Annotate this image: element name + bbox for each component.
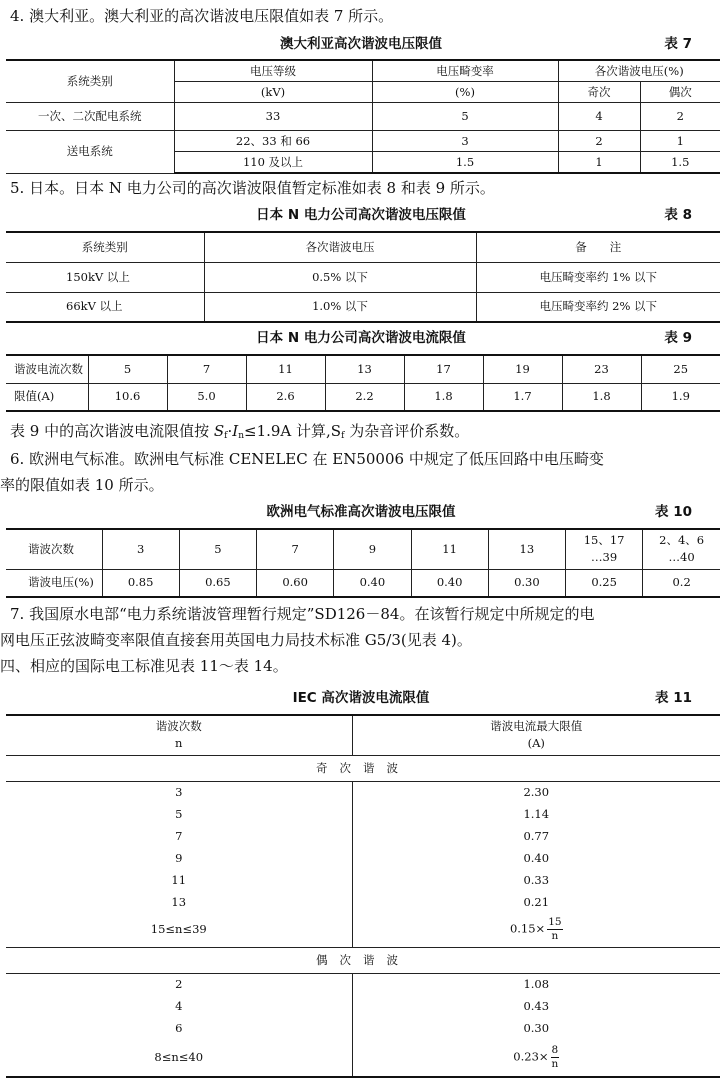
table8-header-voltage: 各次谐波电压 <box>204 232 476 262</box>
order-range-even-a: 2、4、6 <box>659 533 705 548</box>
even-formula-fraction <box>551 1044 560 1071</box>
table-cell: 0.40 <box>411 569 488 597</box>
table-cell: 0.33 <box>352 869 720 891</box>
even-formula-coef: 0.23× <box>513 1049 549 1064</box>
table-cell: 0.65 <box>179 569 256 597</box>
table9-title: 日本 N 电力公司高次谐波电流限值 <box>256 330 466 346</box>
table11-odd-section <box>6 755 720 781</box>
table-cell: 17 <box>404 355 483 383</box>
table-row <box>6 529 720 569</box>
table-row <box>6 973 720 995</box>
table-row <box>6 1017 720 1039</box>
order-range-odd-a: 15、17 <box>583 533 625 548</box>
table-cell: 1 <box>640 131 720 152</box>
note-text-c: 为杂音评价系数。 <box>344 422 470 440</box>
table-cell: 19 <box>483 355 562 383</box>
table-row <box>6 569 720 597</box>
table8-header-type: 系统类别 <box>6 232 204 262</box>
table11-header-order <box>6 715 352 755</box>
note-text-b: ≤1.9A 计算, <box>244 422 331 440</box>
table11-odd-label: 奇次谐波 <box>316 760 410 775</box>
table-cell: 2.6 <box>246 383 325 411</box>
table-cell: 0.40 <box>334 569 411 597</box>
table-cell: 0.85 <box>102 569 179 597</box>
table-cell: 0.40 <box>352 847 720 869</box>
table7-header-level: 电压等级 <box>174 60 372 82</box>
table-cell: 25 <box>641 355 720 383</box>
table-cell: 7 <box>6 825 352 847</box>
table-cell: 13 <box>325 355 404 383</box>
table-cell: 66kV 以上 <box>6 292 204 322</box>
symbol-s2: S <box>330 422 342 440</box>
table7-caption <box>0 34 722 54</box>
table-row <box>6 383 720 411</box>
order-range-odd-b: …39 <box>591 550 618 565</box>
symbol-dot: · <box>227 422 233 440</box>
table7-header-odd: 奇次 <box>558 82 640 103</box>
table-cell: 0.60 <box>257 569 334 597</box>
table-cell: 5.0 <box>167 383 246 411</box>
table10 <box>6 528 720 598</box>
table-cell: 23 <box>562 355 641 383</box>
table-cell <box>566 529 643 569</box>
table9-orders-label: 谐波电流次数 <box>6 355 88 383</box>
even-formula-numerator: 8 <box>551 1044 559 1056</box>
table-cell: 11 <box>6 869 352 891</box>
table9 <box>6 354 720 412</box>
table-cell: 7 <box>257 529 334 569</box>
table-cell: 2.2 <box>325 383 404 411</box>
table-cell: 1.5 <box>640 152 720 174</box>
table-cell: 9 <box>334 529 411 569</box>
table8-title: 日本 N 电力公司高次谐波电压限值 <box>256 207 466 223</box>
table9-number: 表 9 <box>664 330 692 346</box>
table-row <box>6 262 720 292</box>
paragraph-china-line1: 7. 我国原水电部“电力系统谐波管理暂行规定”SD126－84。在该暂行规定中所规定的电 <box>10 605 595 623</box>
table-cell: 4 <box>558 103 640 131</box>
table-row <box>6 995 720 1017</box>
table-cell: 8≤n≤40 <box>6 1039 352 1077</box>
table-cell: 1.7 <box>483 383 562 411</box>
table-row <box>6 869 720 891</box>
table8 <box>6 231 720 323</box>
even-formula-denominator: n <box>551 1058 559 1070</box>
table-cell: 2 <box>6 973 352 995</box>
table11-header-limit-unit: (A) <box>527 736 545 751</box>
table-cell: 1 <box>558 152 640 174</box>
table-cell: 0.21 <box>352 891 720 913</box>
table7-header-level-unit: (kV) <box>174 82 372 103</box>
table-row <box>6 825 720 847</box>
paragraph-table9-note <box>0 418 728 449</box>
symbol-s2-sub: f <box>341 431 345 441</box>
table-cell: 9 <box>6 847 352 869</box>
table-row <box>6 292 720 322</box>
table-cell: 电压畸变率约 2% 以下 <box>476 292 720 322</box>
table11-even-section <box>6 947 720 973</box>
table9-limits-label: 限值(A) <box>6 383 88 411</box>
table11-header-limit <box>352 715 720 755</box>
table11-number: 表 11 <box>655 690 692 706</box>
table10-values-label: 谐波电压(%) <box>6 569 102 597</box>
table7-header-type: 系统类别 <box>6 60 174 103</box>
table-cell: 1.0% 以下 <box>204 292 476 322</box>
symbol-s: S <box>213 422 225 440</box>
odd-formula-coef: 0.15× <box>509 921 546 936</box>
table-cell: 0.2 <box>643 569 720 597</box>
table-row <box>6 781 720 803</box>
table-row <box>6 1039 720 1077</box>
table-cell: 1.8 <box>404 383 483 411</box>
table8-number: 表 8 <box>664 207 692 223</box>
table-row <box>6 355 720 383</box>
table-cell: 22、33 和 66 <box>174 131 372 152</box>
table-cell: 2 <box>640 103 720 131</box>
table-cell: 11 <box>246 355 325 383</box>
table10-caption <box>0 502 722 522</box>
table11 <box>6 714 720 1078</box>
table7 <box>6 59 720 174</box>
table-cell: 1.8 <box>562 383 641 411</box>
table-cell: 1.14 <box>352 803 720 825</box>
paragraph-europe-line1: 6. 欧洲电气标准。欧洲电气标准 CENELEC 在 EN50006 中规定了低压回路中电压畸变 <box>10 450 604 468</box>
paragraph-china-line2: 网电压正弦波畸变率限值直接套用英国电力局技术标准 G5/3(见表 4)。 <box>0 631 472 649</box>
table8-caption <box>0 205 722 225</box>
table-cell: 0.30 <box>352 1017 720 1039</box>
table7-title: 澳大利亚高次谐波电压限值 <box>280 36 442 52</box>
table-cell: 1.5 <box>372 152 558 174</box>
table-cell: 11 <box>411 529 488 569</box>
odd-formula-denominator: n <box>551 930 559 943</box>
table9-caption <box>0 328 722 348</box>
symbol-i-sub: n <box>238 431 244 441</box>
table-row <box>6 103 720 131</box>
table8-header-note: 备 注 <box>476 232 720 262</box>
table7-header-each: 各次谐波电压(%) <box>558 60 720 82</box>
table-cell: 10.6 <box>88 383 167 411</box>
table-row <box>6 803 720 825</box>
table7-header-thd: 电压畸变率 <box>372 60 558 82</box>
paragraph-europe-line2: 率的限值如表 10 所示。 <box>0 476 164 494</box>
table-cell: 5 <box>88 355 167 383</box>
paragraph-japan: 5. 日本。日本 N 电力公司的高次谐波限值暂定标准如表 8 和表 9 所示。 <box>10 179 495 197</box>
table11-header-order-symbol: n <box>175 736 183 751</box>
table-cell: 1.9 <box>641 383 720 411</box>
table-cell: 0.25 <box>566 569 643 597</box>
note-text-a: 表 9 中的高次谐波电流限值按 <box>10 422 214 440</box>
table-cell: 5 <box>179 529 256 569</box>
table-cell <box>643 529 720 569</box>
table-cell: 4 <box>6 995 352 1017</box>
table-cell: 15≤n≤39 <box>6 913 352 947</box>
symbol-i: I <box>232 422 239 440</box>
table7-number: 表 7 <box>664 36 692 52</box>
table-cell <box>352 1039 720 1077</box>
table-row <box>6 847 720 869</box>
odd-formula-numerator: 15 <box>548 916 562 929</box>
table-cell: 0.30 <box>488 569 565 597</box>
order-range-even-b: …40 <box>668 550 695 565</box>
table-cell: 3 <box>6 781 352 803</box>
table10-orders-label: 谐波次数 <box>6 529 102 569</box>
symbol-s-sub: f <box>224 431 228 441</box>
table11-header-order-text: 谐波次数 <box>155 719 202 734</box>
table-cell: 送电系统 <box>6 131 174 174</box>
table-cell: 5 <box>372 103 558 131</box>
table11-caption <box>0 688 722 708</box>
table11-title: IEC 高次谐波电流限值 <box>292 690 430 706</box>
table-cell: 110 及以上 <box>174 152 372 174</box>
table10-title: 欧洲电气标准高次谐波电压限值 <box>266 504 456 520</box>
table-cell: 0.43 <box>352 995 720 1017</box>
table-cell: 13 <box>488 529 565 569</box>
paragraph-australia: 4. 澳大利亚。澳大利亚的高次谐波电压限值如表 7 所示。 <box>10 7 394 25</box>
table7-header-thd-unit: (%) <box>372 82 558 103</box>
table-row <box>6 913 720 947</box>
table-cell <box>352 913 720 947</box>
table-row <box>6 891 720 913</box>
table-cell: 33 <box>174 103 372 131</box>
table-cell: 13 <box>6 891 352 913</box>
table-cell: 6 <box>6 1017 352 1039</box>
table10-number: 表 10 <box>655 504 692 520</box>
table-cell: 3 <box>372 131 558 152</box>
table-cell: 一次、二次配电系统 <box>6 103 174 131</box>
table-cell: 3 <box>102 529 179 569</box>
table-cell: 5 <box>6 803 352 825</box>
table11-even-label: 偶次谐波 <box>316 952 410 967</box>
odd-formula-fraction <box>547 916 562 943</box>
table-cell: 0.5% 以下 <box>204 262 476 292</box>
table-cell: 150kV 以上 <box>6 262 204 292</box>
table-cell: 0.77 <box>352 825 720 847</box>
paragraph-iec: 四、相应的国际电工标准见表 11～表 14。 <box>0 657 288 675</box>
table-cell: 7 <box>167 355 246 383</box>
table-cell: 2 <box>558 131 640 152</box>
table-cell: 2.30 <box>352 781 720 803</box>
table7-header-even: 偶次 <box>640 82 720 103</box>
table-cell: 1.08 <box>352 973 720 995</box>
table-cell: 电压畸变率约 1% 以下 <box>476 262 720 292</box>
table11-header-limit-text: 谐波电流最大限值 <box>490 719 583 734</box>
table-row <box>6 131 720 152</box>
